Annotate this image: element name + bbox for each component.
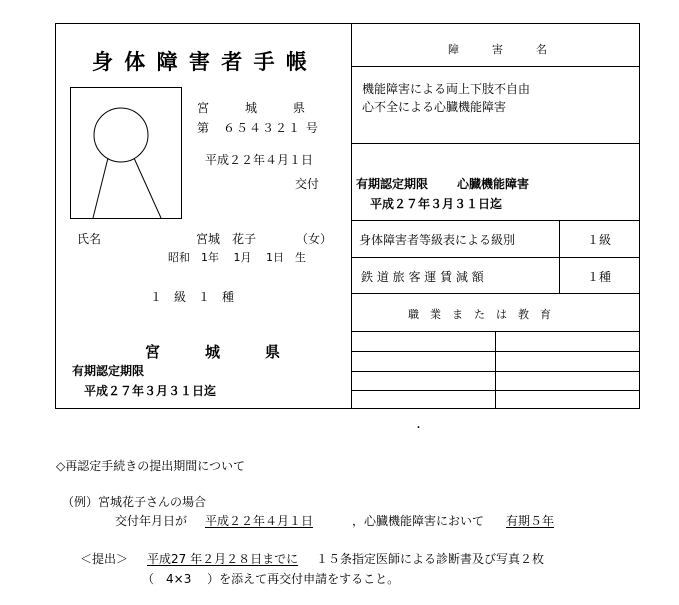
disability-line-2: 心不全による心臓機能障害	[362, 100, 507, 114]
railway-value: １種	[587, 270, 612, 284]
notes-heading: ◇再認定手続きの提出期間について	[56, 459, 245, 473]
issued-label: 交付	[295, 177, 320, 191]
disability-line-1: 機能障害による両上下肢不自由	[362, 82, 531, 96]
validity-label-back: 有期認定期限	[356, 177, 429, 191]
validity-date-front: 平成２７年３月３１日迄	[84, 384, 217, 398]
disability-header: 障 害 名	[448, 43, 547, 56]
validity-date-back: 平成２７年３月３１日迄	[370, 197, 503, 211]
grade-label-back: 身体障害者等級表による級別	[359, 233, 516, 247]
birth-date: 昭和 1年 1月 1日 生	[168, 251, 306, 264]
grade-value: １ 級 １ 種	[150, 290, 235, 304]
grade-value-back: １級	[587, 233, 612, 247]
occupation-header: 職 業 ま た は 教 育	[408, 308, 551, 321]
name-value: 宮城 花子	[196, 232, 257, 246]
submit-label: ＜提出＞	[80, 552, 129, 566]
photo-size-line: （ 4×3 ）を添えて再交付申請をすること。	[142, 572, 400, 586]
card-title: 身 体 障 害 者 手 帳	[92, 49, 309, 74]
example-line: （例）宮城花子さんの場合	[62, 495, 207, 509]
railway-label: 鉄 道 旅 客 運 賃 減 額	[361, 270, 484, 284]
submit-deadline: 平成27 年２月２８日までに	[147, 552, 299, 566]
person-silhouette-icon	[71, 88, 181, 218]
issuer-name: 宮 城 県	[145, 343, 281, 361]
photo-frame	[70, 87, 182, 219]
validity-label-front: 有期認定期限	[72, 364, 145, 378]
submit-rest: １５条指定医師による診断書及び写真２枚	[316, 552, 545, 566]
period-underlined: 有期５年	[506, 514, 555, 528]
name-label: 氏名	[77, 232, 102, 246]
sex-value: （女）	[296, 232, 333, 246]
issue-mid: ，心臓機能障害において	[352, 514, 485, 528]
validity-type-back: 心臓機能障害	[457, 177, 530, 191]
issue-date-underlined: 平成２２年４月１日	[205, 514, 314, 528]
stray-dot: ･	[416, 423, 421, 434]
certificate-number: 第 ６５４３２１ 号	[197, 121, 319, 135]
prefecture-label: 宮 城 県	[197, 101, 306, 115]
issue-prefix: 交付年月日が	[115, 514, 188, 528]
issue-date: 平成２２年４月１日	[205, 153, 314, 167]
